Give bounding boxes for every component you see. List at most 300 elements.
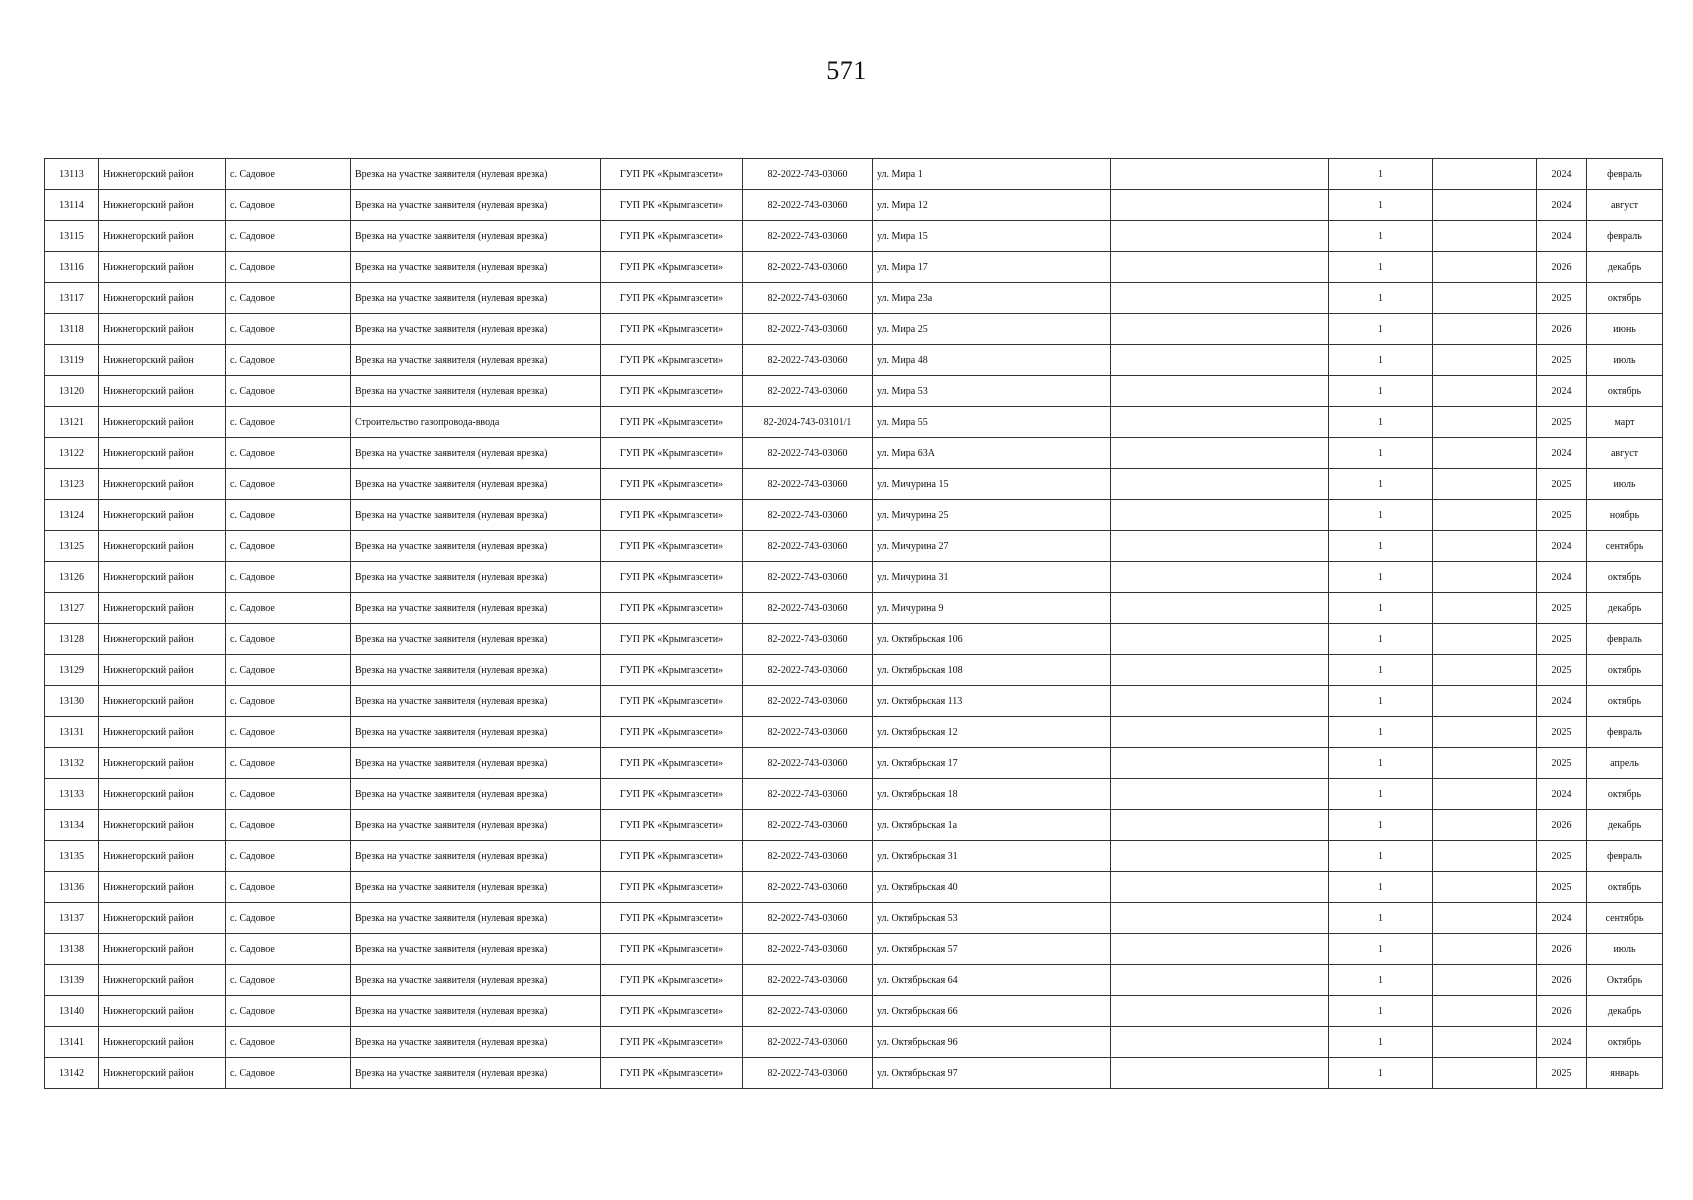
- table-row: [45, 717, 1663, 748]
- district-cell: Нижнегорский район: [99, 438, 226, 469]
- address-cell: ул. Октябрьская 18: [873, 779, 1111, 810]
- empty-cell: [1111, 438, 1329, 469]
- month-cell: февраль: [1587, 624, 1663, 655]
- district-cell: Нижнегорский район: [99, 252, 226, 283]
- year-cell: 2024: [1537, 190, 1587, 221]
- count-cell: 1: [1329, 748, 1433, 779]
- month-cell: октябрь: [1587, 655, 1663, 686]
- row-number: 13141: [45, 1027, 99, 1058]
- table-row: [45, 407, 1663, 438]
- project-code-cell: 82-2022-743-03060: [743, 159, 873, 190]
- year-cell: 2026: [1537, 252, 1587, 283]
- organization-cell: ГУП РК «Крымгазсети»: [601, 593, 743, 624]
- year-cell: 2025: [1537, 469, 1587, 500]
- row-number: 13117: [45, 283, 99, 314]
- locality-cell: с. Садовое: [226, 810, 351, 841]
- count-cell: 1: [1329, 810, 1433, 841]
- locality-cell: с. Садовое: [226, 190, 351, 221]
- address-cell: ул. Октябрьская 53: [873, 903, 1111, 934]
- organization-cell: ГУП РК «Крымгазсети»: [601, 407, 743, 438]
- project-code-cell: 82-2022-743-03060: [743, 469, 873, 500]
- address-cell: ул. Мира 53: [873, 376, 1111, 407]
- table-row: [45, 655, 1663, 686]
- year-cell: 2024: [1537, 562, 1587, 593]
- locality-cell: с. Садовое: [226, 1027, 351, 1058]
- table-row: [45, 345, 1663, 376]
- project-code-cell: 82-2022-743-03060: [743, 283, 873, 314]
- empty-cell: [1111, 469, 1329, 500]
- district-cell: Нижнегорский район: [99, 779, 226, 810]
- year-cell: 2025: [1537, 1058, 1587, 1089]
- year-cell: 2025: [1537, 841, 1587, 872]
- row-number: 13119: [45, 345, 99, 376]
- month-cell: декабрь: [1587, 996, 1663, 1027]
- work-type-cell: Врезка на участке заявителя (нулевая врезка): [351, 686, 601, 717]
- district-cell: Нижнегорский район: [99, 934, 226, 965]
- empty-cell: [1433, 996, 1537, 1027]
- project-code-cell: 82-2022-743-03060: [743, 593, 873, 624]
- year-cell: 2025: [1537, 655, 1587, 686]
- locality-cell: с. Садовое: [226, 252, 351, 283]
- organization-cell: ГУП РК «Крымгазсети»: [601, 283, 743, 314]
- empty-cell: [1111, 1058, 1329, 1089]
- month-cell: август: [1587, 190, 1663, 221]
- locality-cell: с. Садовое: [226, 655, 351, 686]
- year-cell: 2025: [1537, 283, 1587, 314]
- month-cell: июнь: [1587, 314, 1663, 345]
- organization-cell: ГУП РК «Крымгазсети»: [601, 903, 743, 934]
- row-number: 13118: [45, 314, 99, 345]
- table-row: [45, 500, 1663, 531]
- work-type-cell: Врезка на участке заявителя (нулевая врезка): [351, 841, 601, 872]
- count-cell: 1: [1329, 841, 1433, 872]
- year-cell: 2025: [1537, 407, 1587, 438]
- table-row: [45, 1058, 1663, 1089]
- locality-cell: с. Садовое: [226, 376, 351, 407]
- year-cell: 2024: [1537, 903, 1587, 934]
- table-row: [45, 376, 1663, 407]
- work-type-cell: Врезка на участке заявителя (нулевая врезка): [351, 562, 601, 593]
- address-cell: ул. Октябрьская 96: [873, 1027, 1111, 1058]
- work-type-cell: Врезка на участке заявителя (нулевая врезка): [351, 872, 601, 903]
- work-type-cell: Врезка на участке заявителя (нулевая врезка): [351, 1027, 601, 1058]
- address-cell: ул. Мира 17: [873, 252, 1111, 283]
- year-cell: 2025: [1537, 345, 1587, 376]
- table-row: [45, 779, 1663, 810]
- organization-cell: ГУП РК «Крымгазсети»: [601, 252, 743, 283]
- district-cell: Нижнегорский район: [99, 283, 226, 314]
- count-cell: 1: [1329, 314, 1433, 345]
- project-code-cell: 82-2022-743-03060: [743, 717, 873, 748]
- empty-cell: [1433, 841, 1537, 872]
- count-cell: 1: [1329, 531, 1433, 562]
- registry-rows: [45, 159, 1663, 1089]
- work-type-cell: Врезка на участке заявителя (нулевая врезка): [351, 531, 601, 562]
- count-cell: 1: [1329, 376, 1433, 407]
- district-cell: Нижнегорский район: [99, 531, 226, 562]
- month-cell: октябрь: [1587, 562, 1663, 593]
- table-row: [45, 562, 1663, 593]
- row-number: 13120: [45, 376, 99, 407]
- table-row: [45, 872, 1663, 903]
- locality-cell: с. Садовое: [226, 624, 351, 655]
- district-cell: Нижнегорский район: [99, 810, 226, 841]
- empty-cell: [1433, 717, 1537, 748]
- empty-cell: [1111, 376, 1329, 407]
- row-number: 13126: [45, 562, 99, 593]
- work-type-cell: Врезка на участке заявителя (нулевая врезка): [351, 190, 601, 221]
- work-type-cell: Врезка на участке заявителя (нулевая врезка): [351, 376, 601, 407]
- row-number: 13128: [45, 624, 99, 655]
- month-cell: декабрь: [1587, 810, 1663, 841]
- empty-cell: [1111, 779, 1329, 810]
- month-cell: февраль: [1587, 221, 1663, 252]
- year-cell: 2026: [1537, 934, 1587, 965]
- empty-cell: [1433, 934, 1537, 965]
- page-number: 571: [826, 56, 867, 85]
- address-cell: ул. Октябрьская 40: [873, 872, 1111, 903]
- month-cell: январь: [1587, 1058, 1663, 1089]
- count-cell: 1: [1329, 469, 1433, 500]
- empty-cell: [1433, 500, 1537, 531]
- district-cell: Нижнегорский район: [99, 376, 226, 407]
- project-code-cell: 82-2022-743-03060: [743, 872, 873, 903]
- district-cell: Нижнегорский район: [99, 686, 226, 717]
- locality-cell: с. Садовое: [226, 283, 351, 314]
- row-number: 13125: [45, 531, 99, 562]
- month-cell: август: [1587, 438, 1663, 469]
- month-cell: октябрь: [1587, 779, 1663, 810]
- district-cell: Нижнегорский район: [99, 996, 226, 1027]
- year-cell: 2025: [1537, 500, 1587, 531]
- empty-cell: [1111, 965, 1329, 996]
- address-cell: ул. Октябрьская 97: [873, 1058, 1111, 1089]
- month-cell: февраль: [1587, 717, 1663, 748]
- work-type-cell: Врезка на участке заявителя (нулевая врезка): [351, 779, 601, 810]
- work-type-cell: Врезка на участке заявителя (нулевая врезка): [351, 345, 601, 376]
- work-type-cell: Врезка на участке заявителя (нулевая врезка): [351, 965, 601, 996]
- month-cell: сентябрь: [1587, 903, 1663, 934]
- empty-cell: [1433, 1027, 1537, 1058]
- empty-cell: [1433, 748, 1537, 779]
- district-cell: Нижнегорский район: [99, 903, 226, 934]
- locality-cell: с. Садовое: [226, 903, 351, 934]
- project-code-cell: 82-2022-743-03060: [743, 686, 873, 717]
- locality-cell: с. Садовое: [226, 748, 351, 779]
- row-number: 13132: [45, 748, 99, 779]
- row-number: 13122: [45, 438, 99, 469]
- district-cell: Нижнегорский район: [99, 624, 226, 655]
- district-cell: Нижнегорский район: [99, 469, 226, 500]
- year-cell: 2024: [1537, 221, 1587, 252]
- empty-cell: [1111, 562, 1329, 593]
- work-type-cell: Врезка на участке заявителя (нулевая врезка): [351, 1058, 601, 1089]
- empty-cell: [1433, 655, 1537, 686]
- district-cell: Нижнегорский район: [99, 841, 226, 872]
- district-cell: Нижнегорский район: [99, 407, 226, 438]
- locality-cell: с. Садовое: [226, 593, 351, 624]
- empty-cell: [1111, 872, 1329, 903]
- year-cell: 2025: [1537, 872, 1587, 903]
- address-cell: ул. Октябрьская 106: [873, 624, 1111, 655]
- count-cell: 1: [1329, 717, 1433, 748]
- table-row: [45, 624, 1663, 655]
- empty-cell: [1433, 376, 1537, 407]
- count-cell: 1: [1329, 500, 1433, 531]
- organization-cell: ГУП РК «Крымгазсети»: [601, 190, 743, 221]
- work-type-cell: Врезка на участке заявителя (нулевая врезка): [351, 314, 601, 345]
- count-cell: 1: [1329, 438, 1433, 469]
- project-code-cell: 82-2022-743-03060: [743, 996, 873, 1027]
- organization-cell: ГУП РК «Крымгазсети»: [601, 500, 743, 531]
- row-number: 13116: [45, 252, 99, 283]
- row-number: 13135: [45, 841, 99, 872]
- year-cell: 2024: [1537, 779, 1587, 810]
- locality-cell: с. Садовое: [226, 159, 351, 190]
- address-cell: ул. Октябрьская 113: [873, 686, 1111, 717]
- table-row: [45, 810, 1663, 841]
- district-cell: Нижнегорский район: [99, 500, 226, 531]
- empty-cell: [1433, 407, 1537, 438]
- row-number: 13123: [45, 469, 99, 500]
- work-type-cell: Врезка на участке заявителя (нулевая врезка): [351, 500, 601, 531]
- address-cell: ул. Мира 23а: [873, 283, 1111, 314]
- project-code-cell: 82-2022-743-03060: [743, 965, 873, 996]
- organization-cell: ГУП РК «Крымгазсети»: [601, 345, 743, 376]
- row-number: 13130: [45, 686, 99, 717]
- empty-cell: [1433, 1058, 1537, 1089]
- address-cell: ул. Мичурина 27: [873, 531, 1111, 562]
- empty-cell: [1433, 686, 1537, 717]
- row-number: 13134: [45, 810, 99, 841]
- empty-cell: [1111, 624, 1329, 655]
- organization-cell: ГУП РК «Крымгазсети»: [601, 562, 743, 593]
- organization-cell: ГУП РК «Крымгазсети»: [601, 686, 743, 717]
- month-cell: декабрь: [1587, 593, 1663, 624]
- project-code-cell: 82-2022-743-03060: [743, 624, 873, 655]
- row-number: 13124: [45, 500, 99, 531]
- address-cell: ул. Мичурина 15: [873, 469, 1111, 500]
- address-cell: ул. Октябрьская 31: [873, 841, 1111, 872]
- empty-cell: [1111, 717, 1329, 748]
- row-number: 13113: [45, 159, 99, 190]
- project-code-cell: 82-2022-743-03060: [743, 221, 873, 252]
- year-cell: 2025: [1537, 624, 1587, 655]
- table-row: [45, 314, 1663, 345]
- month-cell: декабрь: [1587, 252, 1663, 283]
- month-cell: ноябрь: [1587, 500, 1663, 531]
- project-code-cell: 82-2022-743-03060: [743, 1058, 873, 1089]
- locality-cell: с. Садовое: [226, 717, 351, 748]
- count-cell: 1: [1329, 221, 1433, 252]
- organization-cell: ГУП РК «Крымгазсети»: [601, 438, 743, 469]
- work-type-cell: Врезка на участке заявителя (нулевая врезка): [351, 655, 601, 686]
- count-cell: 1: [1329, 872, 1433, 903]
- empty-cell: [1111, 345, 1329, 376]
- address-cell: ул. Октябрьская 66: [873, 996, 1111, 1027]
- district-cell: Нижнегорский район: [99, 159, 226, 190]
- locality-cell: с. Садовое: [226, 469, 351, 500]
- empty-cell: [1433, 314, 1537, 345]
- project-code-cell: 82-2022-743-03060: [743, 903, 873, 934]
- district-cell: Нижнегорский район: [99, 1027, 226, 1058]
- count-cell: 1: [1329, 283, 1433, 314]
- empty-cell: [1111, 252, 1329, 283]
- empty-cell: [1111, 593, 1329, 624]
- count-cell: 1: [1329, 624, 1433, 655]
- empty-cell: [1111, 407, 1329, 438]
- empty-cell: [1111, 903, 1329, 934]
- locality-cell: с. Садовое: [226, 345, 351, 376]
- month-cell: октябрь: [1587, 1027, 1663, 1058]
- project-code-cell: 82-2022-743-03060: [743, 345, 873, 376]
- row-number: 13136: [45, 872, 99, 903]
- month-cell: апрель: [1587, 748, 1663, 779]
- locality-cell: с. Садовое: [226, 1058, 351, 1089]
- year-cell: 2026: [1537, 314, 1587, 345]
- locality-cell: с. Садовое: [226, 531, 351, 562]
- count-cell: 1: [1329, 1027, 1433, 1058]
- year-cell: 2026: [1537, 965, 1587, 996]
- district-cell: Нижнегорский район: [99, 314, 226, 345]
- table-row: [45, 841, 1663, 872]
- work-type-cell: Строительство газопровода-ввода: [351, 407, 601, 438]
- locality-cell: с. Садовое: [226, 996, 351, 1027]
- locality-cell: с. Садовое: [226, 221, 351, 252]
- count-cell: 1: [1329, 686, 1433, 717]
- table-row: [45, 469, 1663, 500]
- empty-cell: [1111, 655, 1329, 686]
- empty-cell: [1433, 562, 1537, 593]
- organization-cell: ГУП РК «Крымгазсети»: [601, 314, 743, 345]
- project-code-cell: 82-2022-743-03060: [743, 779, 873, 810]
- locality-cell: с. Садовое: [226, 872, 351, 903]
- organization-cell: ГУП РК «Крымгазсети»: [601, 531, 743, 562]
- table-row: [45, 593, 1663, 624]
- count-cell: 1: [1329, 996, 1433, 1027]
- month-cell: октябрь: [1587, 376, 1663, 407]
- count-cell: 1: [1329, 345, 1433, 376]
- district-cell: Нижнегорский район: [99, 748, 226, 779]
- work-type-cell: Врезка на участке заявителя (нулевая врезка): [351, 624, 601, 655]
- organization-cell: ГУП РК «Крымгазсети»: [601, 996, 743, 1027]
- locality-cell: с. Садовое: [226, 438, 351, 469]
- month-cell: октябрь: [1587, 872, 1663, 903]
- year-cell: 2024: [1537, 1027, 1587, 1058]
- month-cell: июль: [1587, 469, 1663, 500]
- organization-cell: ГУП РК «Крымгазсети»: [601, 469, 743, 500]
- table-row: [45, 531, 1663, 562]
- month-cell: февраль: [1587, 841, 1663, 872]
- row-number: 13139: [45, 965, 99, 996]
- empty-cell: [1433, 965, 1537, 996]
- table-row: [45, 252, 1663, 283]
- month-cell: март: [1587, 407, 1663, 438]
- district-cell: Нижнегорский район: [99, 965, 226, 996]
- project-code-cell: 82-2022-743-03060: [743, 810, 873, 841]
- district-cell: Нижнегорский район: [99, 190, 226, 221]
- empty-cell: [1433, 531, 1537, 562]
- row-number: 13115: [45, 221, 99, 252]
- count-cell: 1: [1329, 407, 1433, 438]
- locality-cell: с. Садовое: [226, 934, 351, 965]
- month-cell: февраль: [1587, 159, 1663, 190]
- count-cell: 1: [1329, 965, 1433, 996]
- project-code-cell: 82-2022-743-03060: [743, 376, 873, 407]
- project-code-cell: 82-2022-743-03060: [743, 1027, 873, 1058]
- organization-cell: ГУП РК «Крымгазсети»: [601, 655, 743, 686]
- work-type-cell: Врезка на участке заявителя (нулевая врезка): [351, 283, 601, 314]
- address-cell: ул. Мичурина 31: [873, 562, 1111, 593]
- empty-cell: [1111, 159, 1329, 190]
- count-cell: 1: [1329, 562, 1433, 593]
- address-cell: ул. Мира 63А: [873, 438, 1111, 469]
- year-cell: 2026: [1537, 996, 1587, 1027]
- empty-cell: [1111, 531, 1329, 562]
- table-row: [45, 996, 1663, 1027]
- empty-cell: [1433, 283, 1537, 314]
- year-cell: 2024: [1537, 531, 1587, 562]
- work-type-cell: Врезка на участке заявителя (нулевая врезка): [351, 903, 601, 934]
- organization-cell: ГУП РК «Крымгазсети»: [601, 376, 743, 407]
- district-cell: Нижнегорский район: [99, 1058, 226, 1089]
- year-cell: 2026: [1537, 810, 1587, 841]
- address-cell: ул. Октябрьская 108: [873, 655, 1111, 686]
- count-cell: 1: [1329, 593, 1433, 624]
- district-cell: Нижнегорский район: [99, 345, 226, 376]
- address-cell: ул. Мира 15: [873, 221, 1111, 252]
- address-cell: ул. Мира 55: [873, 407, 1111, 438]
- locality-cell: с. Садовое: [226, 562, 351, 593]
- month-cell: июль: [1587, 934, 1663, 965]
- registry-table: [44, 158, 1663, 1089]
- work-type-cell: Врезка на участке заявителя (нулевая врезка): [351, 934, 601, 965]
- work-type-cell: Врезка на участке заявителя (нулевая врезка): [351, 810, 601, 841]
- district-cell: Нижнегорский район: [99, 655, 226, 686]
- table-row: [45, 934, 1663, 965]
- locality-cell: с. Садовое: [226, 779, 351, 810]
- month-cell: октябрь: [1587, 686, 1663, 717]
- year-cell: 2025: [1537, 748, 1587, 779]
- project-code-cell: 82-2022-743-03060: [743, 252, 873, 283]
- row-number: 13127: [45, 593, 99, 624]
- project-code-cell: 82-2022-743-03060: [743, 748, 873, 779]
- empty-cell: [1433, 159, 1537, 190]
- address-cell: ул. Октябрьская 1а: [873, 810, 1111, 841]
- empty-cell: [1433, 221, 1537, 252]
- table-row: [45, 965, 1663, 996]
- row-number: 13142: [45, 1058, 99, 1089]
- organization-cell: ГУП РК «Крымгазсети»: [601, 221, 743, 252]
- count-cell: 1: [1329, 779, 1433, 810]
- project-code-cell: 82-2022-743-03060: [743, 562, 873, 593]
- empty-cell: [1433, 190, 1537, 221]
- district-cell: Нижнегорский район: [99, 562, 226, 593]
- organization-cell: ГУП РК «Крымгазсети»: [601, 872, 743, 903]
- project-code-cell: 82-2022-743-03060: [743, 531, 873, 562]
- row-number: 13137: [45, 903, 99, 934]
- address-cell: ул. Октябрьская 17: [873, 748, 1111, 779]
- work-type-cell: Врезка на участке заявителя (нулевая врезка): [351, 996, 601, 1027]
- year-cell: 2024: [1537, 686, 1587, 717]
- empty-cell: [1433, 345, 1537, 376]
- project-code-cell: 82-2022-743-03060: [743, 655, 873, 686]
- empty-cell: [1111, 810, 1329, 841]
- year-cell: 2025: [1537, 593, 1587, 624]
- year-cell: 2025: [1537, 717, 1587, 748]
- locality-cell: с. Садовое: [226, 500, 351, 531]
- count-cell: 1: [1329, 190, 1433, 221]
